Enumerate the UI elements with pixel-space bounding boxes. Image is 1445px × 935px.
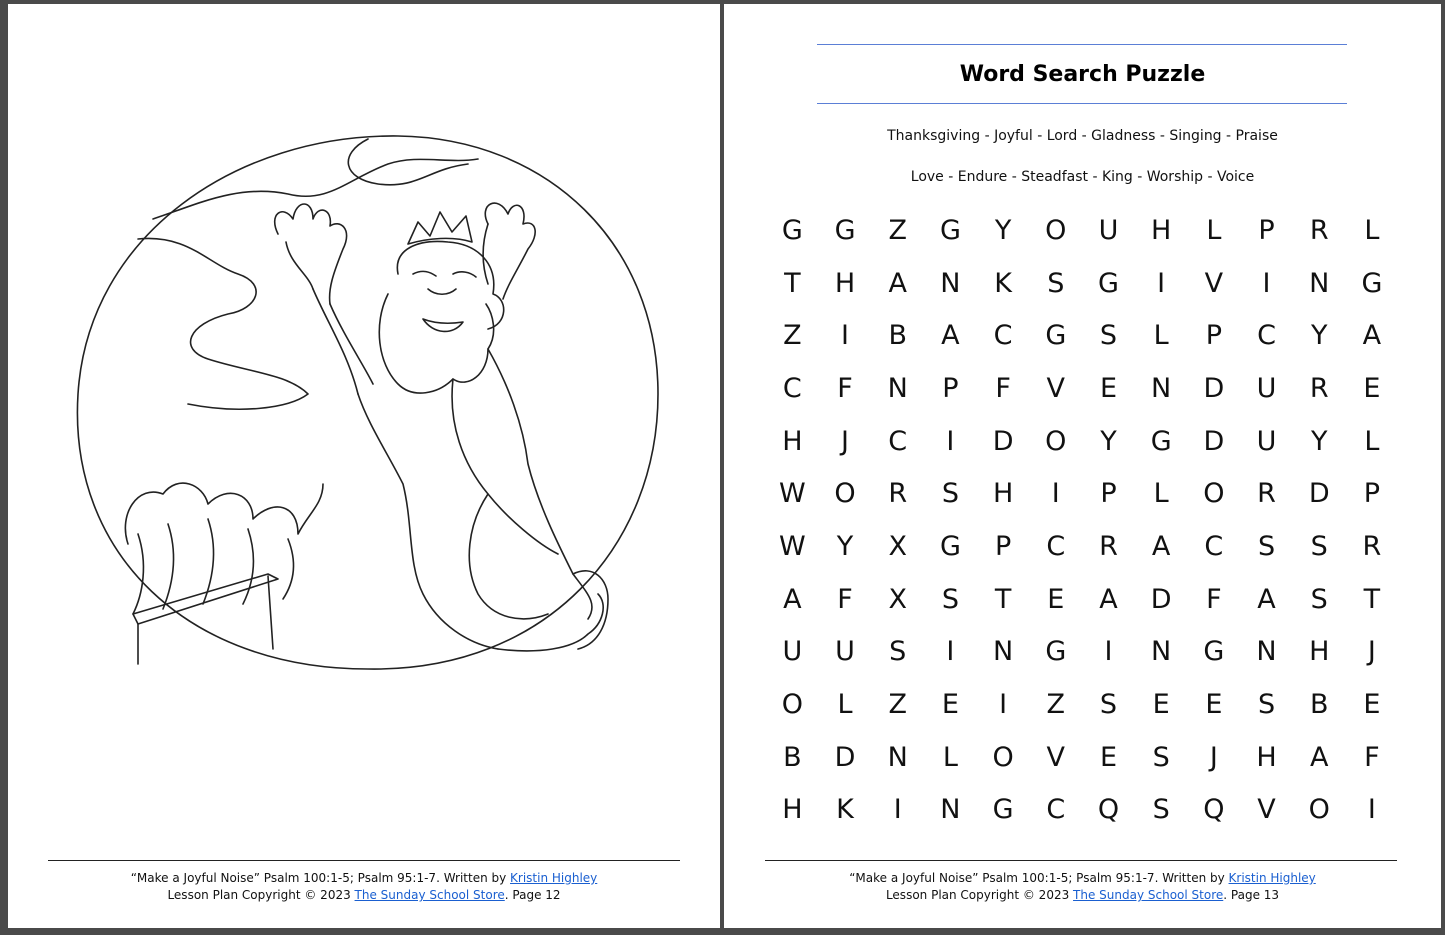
grid-letter: Y xyxy=(1310,425,1328,457)
grid-letter: C xyxy=(1204,530,1224,562)
grid-letter: O xyxy=(1045,425,1067,457)
grid-letter: S xyxy=(1257,689,1276,721)
title-rule-bottom xyxy=(817,103,1347,104)
footer-page-number: . Page 12 xyxy=(504,888,561,902)
grid-letter: F xyxy=(837,583,853,615)
grid-letter: H xyxy=(1256,741,1277,773)
grid-letter: U xyxy=(782,636,803,668)
grid-letter: V xyxy=(1046,372,1066,404)
grid-letter: E xyxy=(1363,689,1381,721)
grid-letter: Y xyxy=(836,530,854,562)
grid-letter: Z xyxy=(783,320,802,352)
footer-divider xyxy=(765,860,1397,861)
grid-letter: Z xyxy=(888,214,907,246)
grid-letter: C xyxy=(782,372,802,404)
grid-letter: C xyxy=(1046,794,1066,826)
grid-letter: K xyxy=(994,267,1012,299)
grid-letter: R xyxy=(1099,530,1118,562)
grid-letter: A xyxy=(1309,741,1329,773)
grid-letter: A xyxy=(1151,530,1171,562)
footer xyxy=(8,870,720,904)
grid-letter: I xyxy=(1051,478,1060,510)
grid-letter: I xyxy=(841,320,850,352)
grid-letter: C xyxy=(1046,530,1066,562)
word-list-line-1: Thanksgiving - Joyful - Lord - Gladness - Singing - Praise xyxy=(887,128,1278,144)
grid-letter: Y xyxy=(994,214,1012,246)
grid-letter: V xyxy=(1046,741,1066,773)
author-link[interactable]: Kristin Highley xyxy=(510,871,598,885)
grid-letter: H xyxy=(1151,214,1172,246)
grid-letter: A xyxy=(1362,320,1382,352)
footer-line-2 xyxy=(724,887,1441,904)
grid-letter: O xyxy=(781,689,803,721)
author-link[interactable]: Kristin Highley xyxy=(1228,871,1316,885)
page-title: Word Search Puzzle xyxy=(959,62,1206,87)
grid-letter: S xyxy=(1310,583,1328,615)
grid-letter: D xyxy=(1150,583,1172,615)
grid-letter: J xyxy=(841,425,850,457)
grid-letter: G xyxy=(1150,425,1172,457)
grid-letter: I xyxy=(1262,267,1271,299)
grid-letter: F xyxy=(1364,741,1380,773)
store-link[interactable]: The Sunday School Store xyxy=(354,888,505,902)
grid-letter: S xyxy=(1257,530,1276,562)
grid-letter: P xyxy=(994,530,1012,562)
grid-letter: E xyxy=(1205,689,1223,721)
grid-letter: F xyxy=(995,372,1011,404)
grid-letter: J xyxy=(1367,636,1376,668)
grid-letter: Q xyxy=(1203,794,1225,826)
grid-letter: U xyxy=(1256,372,1277,404)
grid-letter: L xyxy=(1364,214,1380,246)
grid-letter: T xyxy=(994,583,1012,615)
grid-letter: C xyxy=(993,320,1013,352)
grid-letter: Q xyxy=(1097,794,1120,826)
grid-letter: S xyxy=(941,583,959,615)
grid-letter: D xyxy=(1203,372,1225,404)
grid-letter: J xyxy=(1209,741,1218,773)
grid-letter: G xyxy=(992,794,1014,826)
footer-page-number: . Page 13 xyxy=(1223,888,1280,902)
footer-citation: “Make a Joyful Noise” Psalm 100:1-5; Psalm 95:1-7. Written by xyxy=(849,871,1229,885)
grid-letter: N xyxy=(940,794,961,826)
grid-letter: H xyxy=(834,267,856,299)
right-page xyxy=(724,4,1441,928)
grid-letter: I xyxy=(1104,636,1113,668)
grid-letter: L xyxy=(1153,478,1169,510)
grid-letter: V xyxy=(1257,794,1276,826)
grid-letter: I xyxy=(946,636,955,668)
grid-letter: C xyxy=(1257,320,1276,352)
grid-letter: Z xyxy=(1046,689,1066,721)
grid-letter: D xyxy=(1308,478,1330,510)
grid-letter: A xyxy=(1257,583,1276,615)
grid-letter: O xyxy=(1045,214,1067,246)
grid-letter: N xyxy=(1309,267,1330,299)
grid-letter: S xyxy=(1047,267,1065,299)
grid-letter: P xyxy=(1100,478,1117,510)
grid-letter: N xyxy=(1256,636,1277,668)
footer-citation: “Make a Joyful Noise” Psalm 100:1-5; Psalm 95:1-7. Written by xyxy=(130,871,511,885)
grid-letter: N xyxy=(1151,636,1172,668)
grid-letter: I xyxy=(1157,267,1166,299)
grid-letter: R xyxy=(1362,530,1382,562)
grid-letter: G xyxy=(1098,267,1119,299)
grid-letter: U xyxy=(1098,214,1119,246)
grid-letter: L xyxy=(942,741,958,773)
grid-letter: N xyxy=(887,741,908,773)
grid-letter: L xyxy=(837,689,853,721)
grid-letter: C xyxy=(888,425,908,457)
grid-letter: V xyxy=(1204,267,1224,299)
grid-letter: G xyxy=(939,530,961,562)
grid-letter: L xyxy=(1153,320,1169,352)
footer-line-1 xyxy=(8,870,720,887)
grid-letter: S xyxy=(941,478,959,510)
grid-letter: E xyxy=(1152,689,1170,721)
grid-letter: E xyxy=(1363,372,1381,404)
grid-letter: S xyxy=(1152,741,1170,773)
grid-letter: U xyxy=(835,636,855,668)
grid-letter: G xyxy=(834,214,856,246)
grid-letter: O xyxy=(992,741,1014,773)
grid-letter: A xyxy=(1099,583,1118,615)
grid-letter: K xyxy=(836,794,854,826)
grid-letter: N xyxy=(940,267,961,299)
grid-letter: I xyxy=(893,794,902,826)
title-rule-top xyxy=(817,44,1347,45)
footer-line-1 xyxy=(724,870,1441,887)
grid-letter: H xyxy=(782,425,803,457)
circle-frame xyxy=(77,136,658,669)
grid-letter: E xyxy=(1047,583,1065,615)
grid-letter: B xyxy=(783,741,802,773)
word-search-grid xyxy=(766,204,1398,836)
grid-letter: P xyxy=(1205,320,1222,352)
grid-letter: A xyxy=(783,583,802,615)
grid-letter: I xyxy=(999,689,1008,721)
grid-letter: W xyxy=(778,530,806,562)
grid-letter: S xyxy=(1099,320,1118,352)
grid-letter: O xyxy=(834,478,856,510)
grid-letter: X xyxy=(888,583,907,615)
footer-copyright: Lesson Plan Copyright © 2023 xyxy=(167,888,355,902)
grid-letter: O xyxy=(1203,478,1225,510)
grid-letter: L xyxy=(1364,425,1380,457)
grid-letter: I xyxy=(1367,794,1376,826)
grid-letter: D xyxy=(1203,425,1225,457)
grid-letter: E xyxy=(1099,741,1117,773)
grid-letter: H xyxy=(782,794,803,826)
grid-letter: F xyxy=(837,372,853,404)
grid-letter: G xyxy=(939,214,961,246)
grid-letter: W xyxy=(778,478,806,510)
footer-line-2 xyxy=(8,887,720,904)
grid-letter: A xyxy=(941,320,960,352)
grid-letter: S xyxy=(1310,530,1328,562)
grid-letter: I xyxy=(946,425,955,457)
grid-letter: S xyxy=(1099,689,1118,721)
grid-letter: B xyxy=(888,320,907,352)
grid-letter: T xyxy=(784,267,801,299)
grid-letter: R xyxy=(1257,478,1276,510)
grid-letter: E xyxy=(941,689,959,721)
footer-divider xyxy=(48,860,680,861)
grid-letter: O xyxy=(1308,794,1330,826)
grid-letter: Z xyxy=(888,689,907,721)
footer xyxy=(724,870,1441,904)
grid-letter: R xyxy=(1309,214,1329,246)
grid-letter: G xyxy=(781,214,803,246)
grid-letter: U xyxy=(1256,425,1277,457)
grid-letter: S xyxy=(889,636,907,668)
grid-letter: A xyxy=(888,267,907,299)
grid-letter: N xyxy=(992,636,1014,668)
grid-letter: P xyxy=(1258,214,1275,246)
grid-letter: Y xyxy=(1310,320,1328,352)
grid-letter: N xyxy=(1151,372,1172,404)
grid-letter: L xyxy=(1206,214,1222,246)
grid-letter: H xyxy=(992,478,1014,510)
grid-letter: G xyxy=(1045,320,1067,352)
coloring-illustration xyxy=(68,124,668,684)
grid-letter: R xyxy=(1309,372,1329,404)
word-list-line-2: Love - Endure - Steadfast - King - Worship - Voice xyxy=(910,169,1255,185)
footer-copyright: Lesson Plan Copyright © 2023 xyxy=(885,888,1074,902)
grid-letter: P xyxy=(1363,478,1381,510)
grid-letter: F xyxy=(1206,583,1222,615)
grid-letter: G xyxy=(1361,267,1383,299)
grid-letter: T xyxy=(1363,583,1381,615)
grid-letter: R xyxy=(888,478,908,510)
grid-letter: B xyxy=(1309,689,1329,721)
grid-letter: H xyxy=(1309,636,1330,668)
grid-letter: E xyxy=(1099,372,1117,404)
left-page xyxy=(8,4,720,928)
grid-letter: D xyxy=(992,425,1014,457)
grid-letter: G xyxy=(1045,636,1067,668)
grid-letter: G xyxy=(1203,636,1225,668)
grid-letter: X xyxy=(888,530,907,562)
grid-letter: S xyxy=(1152,794,1170,826)
grid-letter: P xyxy=(942,372,959,404)
grid-letter: N xyxy=(887,372,908,404)
grid-letter: D xyxy=(834,741,856,773)
store-link[interactable]: The Sunday School Store xyxy=(1073,888,1224,902)
grid-letter: Y xyxy=(1100,425,1117,457)
